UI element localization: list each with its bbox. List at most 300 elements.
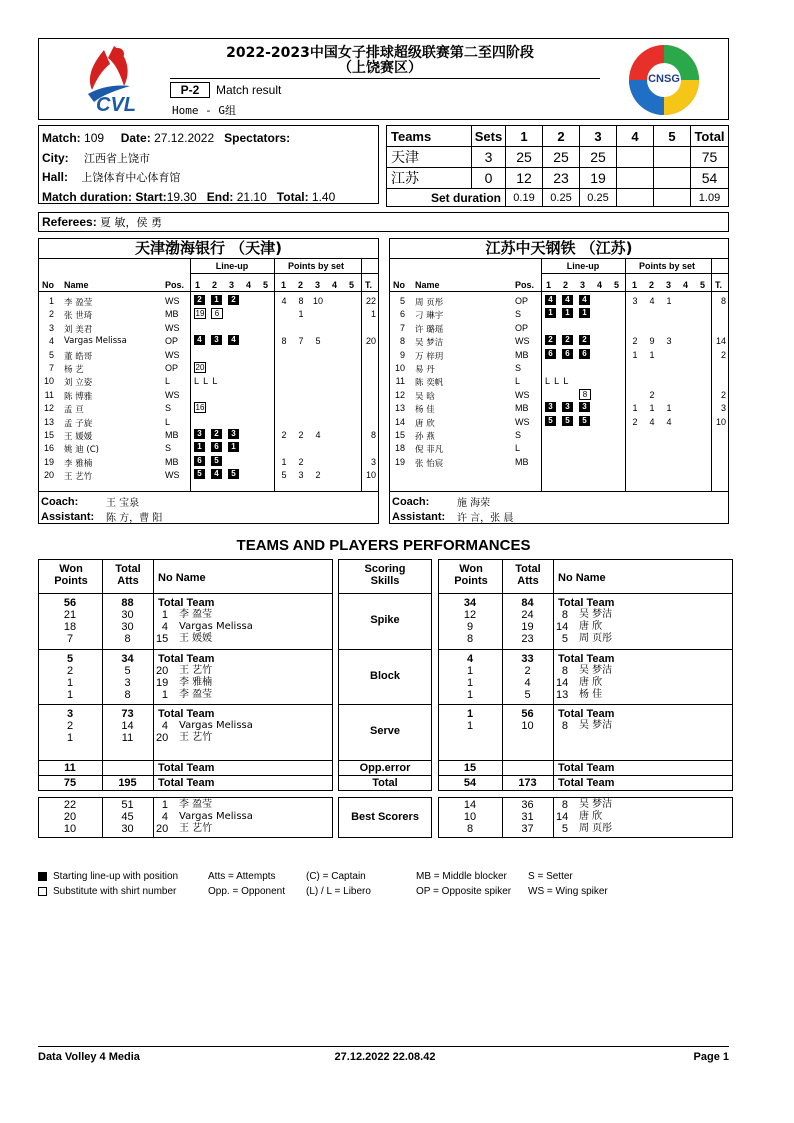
score-s3-away: 19 [580,168,617,189]
won-points: 18 [63,621,77,633]
player-position: MB [515,456,529,467]
best-number: 20 [156,823,169,835]
player-total-points: 22 [365,296,376,306]
set-duration-3: 0.25 [580,189,617,207]
starting-position-box: 6 [194,456,205,466]
points-set-3: 3 [666,336,672,347]
opp-error-won: 15 [463,762,477,774]
coach-rule [389,491,729,492]
total-atts: 5 [524,689,531,701]
starting-position-box: 3 [228,429,239,439]
player-name: 吴 梦洁 [415,338,444,349]
starting-position-box: 2 [194,295,205,305]
points-set-1: 1 [632,403,638,414]
set-duration-2: 0.25 [543,189,580,207]
won-points: 1 [66,677,74,689]
best-atts: 37 [521,823,534,835]
points-set-1: 2 [632,416,638,427]
hall-value: 上饶体育中心体育馆 [81,171,181,184]
player-number: 20 [156,732,169,744]
player-number: 8 [561,665,568,677]
col-t-header: T. [715,280,723,290]
player-total-points: 8 [720,296,726,306]
player-name: 吴 晗 [415,391,435,402]
starting-position-box: 3 [545,402,556,412]
set-duration-label: Set duration [387,189,506,207]
player-name: 易 丹 [415,365,435,375]
player-position: MB [515,349,529,360]
col-pos-header: Pos. [515,280,535,290]
col-no-header: No [393,280,405,290]
starting-position-box: 5 [228,469,239,479]
perf-row-rule [38,649,333,650]
player-position: S [515,430,522,440]
total-atts: 33 [521,653,534,665]
score-s4-home [617,147,654,168]
legend-sub-icon [38,887,47,896]
player-number: 1 [48,296,54,306]
won-points: 12 [463,609,477,621]
points-set-3: 4 [666,416,672,427]
points-set-2: 4 [649,296,655,306]
starting-position-box: 1 [211,295,222,305]
starting-position-box: 6 [545,349,556,359]
legend-captain: (C) = Captain [306,871,366,882]
header-title-line1: 2022-2023中国女子排球超级联赛第二至四阶段 [226,45,534,61]
score-sets-away: 0 [472,168,506,189]
player-name: 孟 子旋 [64,418,93,429]
best-col-divider [553,797,554,838]
points-set-2: 4 [649,416,655,427]
player-number: 14 [556,621,569,633]
player-name: 陈 奕帆 [415,378,444,389]
score-header-set5: 5 [654,126,691,147]
player-number: 4 [48,336,54,347]
player-name: 杨 艺 [64,365,84,375]
player-name: Total Team [158,597,215,609]
footer-left: Data Volley 4 Media [38,1051,140,1063]
total-atts: 3 [124,677,131,689]
won-points: 1 [66,732,74,744]
perf-header-rule [438,593,733,594]
won-points: 1 [466,677,474,689]
player-number: 20 [156,665,169,677]
end-label: End: [206,189,234,204]
team-name-rule [389,258,729,259]
total-atts-header: Total Atts [115,563,141,587]
player-number: 1 [161,689,168,701]
best-col-divider [102,797,103,838]
player-name: 倪 菲凡 [415,445,444,456]
lineup-set-3-header: 3 [580,280,586,290]
won-points: 21 [63,609,77,621]
player-name: 吴 梦洁 [579,720,613,731]
best-won: 22 [63,799,77,811]
starting-position-box: 4 [545,295,556,305]
set-duration-4 [617,189,654,207]
best-atts: 36 [521,799,534,811]
lineup-set-4-header: 4 [246,280,252,290]
points-set-1: 5 [281,470,287,481]
player-number: 5 [561,633,568,645]
legend-opp: Opp. = Opponent [208,886,286,897]
player-name: 许 璐瑶 [415,324,444,335]
score-header-set4: 4 [617,126,654,147]
total-atts: 73 [121,708,134,720]
total-atts: 5 [124,665,131,677]
player-name: Total Team [158,653,215,665]
player-name: Total Team [158,708,215,720]
points-header: Points by set [638,261,695,271]
lineup-set-2-header: 2 [212,280,218,290]
roster-home-content [38,238,379,524]
points-set-1-header: 1 [632,280,638,290]
player-name: 李 盈莹 [179,689,213,700]
player-position: S [165,403,172,414]
total-atts: 11 [121,732,134,744]
player-name: 李 盈莹 [179,609,213,620]
player-name: Vargas Melissa [179,621,253,632]
points-set-1: 2 [632,336,638,347]
opp-error-name: Total Team [158,762,215,774]
legend-s: S = Setter [528,871,573,882]
player-number: 19 [43,456,54,467]
date-label: Date: [120,131,151,145]
assistant-label: Assistant: [392,511,446,523]
roster-away-content [389,238,729,524]
player-position: WS [165,296,180,306]
col-divider [625,258,626,491]
player-number: 15 [394,430,405,440]
points-set-4-header: 4 [683,280,689,290]
total-atts: 10 [521,720,534,732]
best-scorers-b [438,797,733,838]
player-position: OP [515,296,529,306]
best-won: 10 [463,811,477,823]
total-atts: 84 [521,597,534,609]
lineup-set-5-header: 5 [614,280,620,290]
player-position: L [515,443,521,454]
player-name: 王 艺竹 [64,472,93,483]
points-set-2: 1 [649,403,655,414]
col-divider [274,258,275,491]
score-team-away: 江苏 [387,168,472,189]
starting-position-box: 2 [562,335,573,345]
starting-position-box: 2 [228,295,239,305]
player-name: 李 雅楠 [179,677,213,688]
score-header-set3: 3 [580,126,617,147]
col-pos-header: Pos. [165,280,185,290]
player-name: 唐 欣 [415,418,435,429]
match-date: 27.12.2022 [154,131,215,145]
spectators-label: Spectators: [224,131,291,145]
player-number: 20 [43,470,54,481]
substitute-box: 20 [195,363,205,372]
player-name: 刁 琳宇 [415,311,444,322]
player-number: 16 [43,443,54,454]
total-atts: 14 [121,720,134,732]
starting-position-box: 6 [211,442,222,452]
assistant-label: Assistant: [41,511,95,523]
col-divider [711,258,712,491]
perf-col-divider [102,559,103,791]
won-points-header: Won Points [54,563,88,587]
points-set-2: 7 [298,336,304,347]
no-name-header: No Name [558,572,606,584]
score-s5-away [654,168,691,189]
team-name: 江苏中天钢铁 （江苏) [485,239,633,257]
points-set-1: 8 [281,336,287,347]
player-name: 姚 迪 (C) [64,445,99,456]
points-set-2: 2 [298,456,304,467]
points-set-1: 2 [281,430,287,440]
player-total-points: 8 [370,430,376,440]
points-set-3: 4 [315,430,321,440]
won-points: 56 [63,597,77,609]
skills-column [338,559,432,791]
starting-position-box: 6 [562,349,573,359]
set-duration-total: 1.09 [691,189,729,207]
player-number: 12 [43,403,54,414]
player-number: 15 [156,633,169,645]
player-number: 11 [395,376,405,387]
score-s1-away: 12 [506,168,543,189]
player-name: Total Team [558,597,615,609]
perf-row-rule [438,649,733,650]
col-divider [541,258,542,491]
player-number: 15 [43,430,54,440]
won-points: 1 [466,665,474,677]
starting-position-box: 5 [562,416,573,426]
player-position: OP [515,322,529,333]
player-position: S [515,363,522,373]
points-set-1: 3 [632,296,638,306]
player-number: 8 [561,720,568,732]
set-duration-1: 0.19 [506,189,543,207]
starting-position-box: 4 [194,335,205,345]
legend-sub-text: Substitute with shirt number [53,886,177,897]
won-points: 1 [466,689,474,701]
footer-rule [38,1046,729,1047]
player-name: Vargas Melissa [179,720,253,731]
assistant-name: 陈 方，曹 阳 [106,513,163,524]
player-total-points: 3 [370,456,376,467]
score-row-away [387,168,729,189]
won-points: 5 [66,653,74,665]
substitute-box: 19 [195,309,205,319]
referees-names: 夏 敏，侯 勇 [100,216,163,229]
player-name: Total Team [558,708,615,720]
best-won: 8 [466,823,474,835]
skills-row-rule [338,649,432,650]
player-number: 6 [399,309,405,320]
starting-position-box: 5 [194,469,205,479]
points-set-2: 3 [298,470,304,481]
total-atts: 30 [121,621,134,633]
score-header-teams: Teams [387,126,472,147]
player-number: 11 [44,389,54,400]
best-number: 1 [161,799,168,811]
set-duration-5 [654,189,691,207]
player-total-points: 1 [370,309,376,320]
player-number: 19 [156,677,169,689]
starting-position-box: 4 [228,335,239,345]
player-position: OP [165,363,179,373]
substitute-box: 8 [579,389,591,400]
total-atts: 4 [524,677,531,689]
player-number: 7 [399,322,405,333]
lineup-set-4-header: 4 [597,280,603,290]
score-table [386,125,729,207]
player-name: 杨 佳 [579,689,603,700]
player-name: 张 世琦 [64,311,93,322]
no-name-header: No Name [158,572,206,584]
lineup-set-1-header: 1 [546,280,552,290]
points-set-1: 1 [281,456,287,467]
points-set-2: 8 [298,296,304,306]
player-position: L [165,376,171,387]
best-name: 王 艺竹 [179,823,213,834]
player-name: Vargas Melissa [64,336,127,347]
score-total-away: 54 [691,168,729,189]
total-atts: 34 [121,653,134,665]
player-name: 李 雅楠 [64,458,93,469]
player-number: 5 [48,349,54,360]
coach-name: 施 海荣 [457,498,491,509]
perf-row-rule [38,760,333,761]
subheader-rule [190,273,379,274]
player-position: MB [165,309,179,320]
score-header-sets: Sets [472,126,506,147]
header-title-line2: （上饶赛区） [338,60,422,76]
starting-position-box: 4 [562,295,573,305]
player-name: 杨 佳 [415,405,435,416]
legend-mb: MB = Middle blocker [416,871,507,882]
best-scorers-a [38,797,333,838]
player-position: S [515,309,522,320]
starting-position-box: 3 [194,429,205,439]
starting-position-box: 3 [211,335,222,345]
player-name: 孙 燕 [415,432,435,442]
coach-name: 王 宝泉 [106,498,140,509]
player-total-points: 2 [720,389,726,400]
score-s1-home: 25 [506,147,543,168]
total-atts: 8 [124,633,131,645]
score-s2-home: 25 [543,147,580,168]
player-position: WS [165,470,180,481]
legend-ws: WS = Wing spiker [528,886,608,897]
header-rule [38,291,379,292]
points-set-2-header: 2 [298,280,304,290]
end-value: 21.10 [236,189,267,204]
col-name-header: Name [415,280,440,290]
points-set-3: 5 [315,336,321,347]
cvl-logo [74,42,144,118]
referees-label: Referees: [42,215,97,229]
player-number: 13 [43,416,54,427]
player-position: WS [165,389,180,400]
total-atts: 173 [518,777,537,789]
perf-table-b [438,559,733,791]
total-name: Total Team [558,777,615,789]
lineup-set-1-header: 1 [195,280,201,290]
player-number: 19 [394,456,405,467]
best-number: 4 [161,811,168,823]
player-name: 陈 博雅 [64,391,93,402]
points-set-1-header: 1 [281,280,287,290]
player-position: WS [165,322,180,333]
legend-start-icon [38,872,47,881]
player-number: 9 [399,349,405,360]
starting-position-box: 1 [228,442,239,452]
total-value: 1.40 [311,189,336,204]
hall-label: Hall: [42,170,69,184]
starting-position-box: 1 [194,442,205,452]
duration-label: Match duration: [42,189,132,204]
cvl-logo-text: CVL [96,94,136,116]
player-total-points: 10 [365,470,376,481]
points-set-2: 9 [649,336,655,347]
score-header-total: Total [691,126,729,147]
col-divider [190,258,191,491]
won-points: 3 [66,708,74,720]
perf-col-divider [153,559,154,791]
legend-atts: Atts = Attempts [208,871,276,882]
player-number: 12 [394,389,405,400]
best-name: 唐 欣 [579,811,603,822]
perf-row-rule [438,760,733,761]
player-name: 王 媛媛 [64,432,93,442]
report-code: P-2 [170,82,210,98]
won-points: 1 [66,689,74,701]
starting-position-box: 2 [579,335,590,345]
col-no-header: No [42,280,54,290]
header-rule [170,78,600,79]
score-s4-away [617,168,654,189]
player-position: WS [515,389,530,400]
total-atts: 24 [521,609,534,621]
score-total-home: 75 [691,147,729,168]
player-name: 李 盈莹 [64,298,93,308]
coach-rule [38,491,379,492]
player-number: 7 [48,363,54,373]
starting-position-box: 5 [579,416,590,426]
total-won: 75 [63,777,77,789]
footer-right: Page 1 [693,1051,729,1063]
player-name: 孟 亘 [64,405,84,416]
points-set-2: 1 [649,349,655,360]
score-s5-home [654,147,691,168]
score-sets-home: 3 [472,147,506,168]
won-points: 34 [463,597,477,609]
won-points: 1 [466,720,474,732]
cnsg-logo-text: CNSG [648,73,680,85]
perf-row-rule [38,775,333,776]
legend [38,869,729,901]
points-set-4-header: 4 [332,280,338,290]
skill-label: Spike [370,614,400,626]
player-name: 周 页彤 [415,298,444,308]
starting-position-box: 4 [579,295,590,305]
legend-start-text: Starting line-up with position [53,871,179,882]
player-position: MB [165,456,179,467]
won-points: 7 [66,633,74,645]
coach-label: Coach: [41,496,79,508]
legend-op: OP = Opposite spiker [416,886,512,897]
referees-box [38,212,729,232]
player-number: 4 [161,720,168,732]
starting-position-box: 2 [211,429,222,439]
